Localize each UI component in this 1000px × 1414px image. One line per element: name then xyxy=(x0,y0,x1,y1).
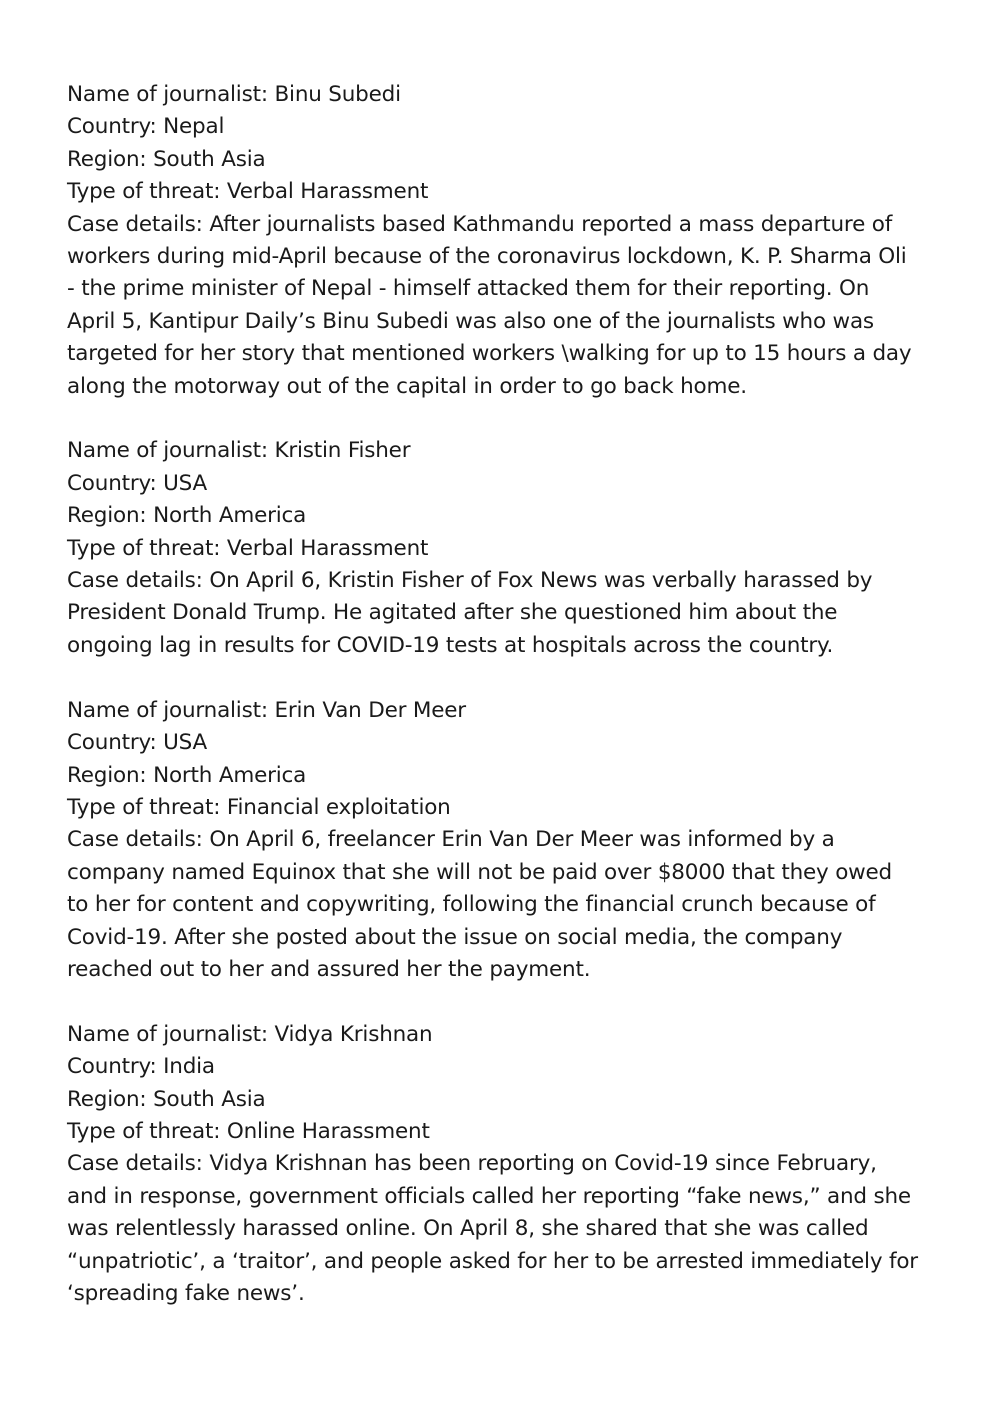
country: Country: India xyxy=(67,1054,215,1080)
case-entry-kristin-fisher xyxy=(67,435,947,662)
case-details xyxy=(67,824,947,986)
region: Region: North America xyxy=(67,503,307,529)
case-entry-erin-van-der-meer xyxy=(67,695,947,987)
case-details xyxy=(67,1148,947,1310)
case-details-line: Case details: On April 6, Kristin Fisher of Fox News was verbally harassed by xyxy=(67,568,873,594)
journalist-name: Name of journalist: Kristin Fisher xyxy=(67,438,411,464)
country: Country: USA xyxy=(67,730,208,756)
case-details-line: targeted for her story that mentioned workers \walking for up to 15 hours a day xyxy=(67,341,912,367)
case-details-line: - the prime minister of Nepal - himself attacked them for their reporting. On xyxy=(67,276,870,302)
region: Region: South Asia xyxy=(67,1086,266,1112)
case-details-line: and in response, government officials called her reporting “fake news,” and she xyxy=(67,1183,911,1209)
case-details xyxy=(67,565,947,662)
case-details-line: Case details: On April 6, freelancer Erin Van Der Meer was informed by a xyxy=(67,827,835,853)
case-details-line: Covid-19. After she posted about the issue on social media, the company xyxy=(67,924,843,950)
case-details-line: ‘spreading fake news’. xyxy=(67,1280,305,1306)
case-details-line: along the motorway out of the capital in order to go back home. xyxy=(67,373,747,399)
case-details-line: reached out to her and assured her the payment. xyxy=(67,956,591,982)
region: Region: North America xyxy=(67,762,307,788)
case-details-line: Case details: After journalists based Kathmandu reported a mass departure of xyxy=(67,211,893,237)
case-details-line: “unpatriotic’, a ‘traitor’, and people asked for her to be arrested immediately for xyxy=(67,1248,918,1274)
journalist-name: Name of journalist: Erin Van Der Meer xyxy=(67,697,466,723)
country: Country: USA xyxy=(67,470,208,496)
region: Region: South Asia xyxy=(67,146,266,172)
country: Country: Nepal xyxy=(67,114,225,140)
journalist-name: Name of journalist: Vidya Krishnan xyxy=(67,1021,433,1047)
case-entry-binu-subedi xyxy=(67,79,947,403)
document-page xyxy=(67,79,947,1310)
case-details-line: April 5, Kantipur Daily’s Binu Subedi was also one of the journalists who was xyxy=(67,308,874,334)
case-details-line: company named Equinox that she will not be paid over $8000 that they owed xyxy=(67,859,893,885)
case-details-line: to her for content and copywriting, following the financial crunch because of xyxy=(67,892,876,918)
case-entry-vidya-krishnan xyxy=(67,1019,947,1311)
case-details-line: was relentlessly harassed online. On April 8, she shared that she was called xyxy=(67,1216,869,1242)
threat-type: Type of threat: Verbal Harassment xyxy=(67,179,429,205)
threat-type: Type of threat: Verbal Harassment xyxy=(67,535,429,561)
threat-type: Type of threat: Online Harassment xyxy=(67,1118,430,1144)
case-details-line: workers during mid-April because of the coronavirus lockdown, K. P. Sharma Oli xyxy=(67,244,907,270)
threat-type: Type of threat: Financial exploitation xyxy=(67,794,451,820)
case-details-line: ongoing lag in results for COVID-19 tests at hospitals across the country. xyxy=(67,632,834,658)
case-details-line: President Donald Trump. He agitated after she questioned him about the xyxy=(67,600,838,626)
case-details xyxy=(67,209,947,403)
journalist-name: Name of journalist: Binu Subedi xyxy=(67,82,401,107)
case-details-line: Case details: Vidya Krishnan has been reporting on Covid-19 since February, xyxy=(67,1151,877,1177)
